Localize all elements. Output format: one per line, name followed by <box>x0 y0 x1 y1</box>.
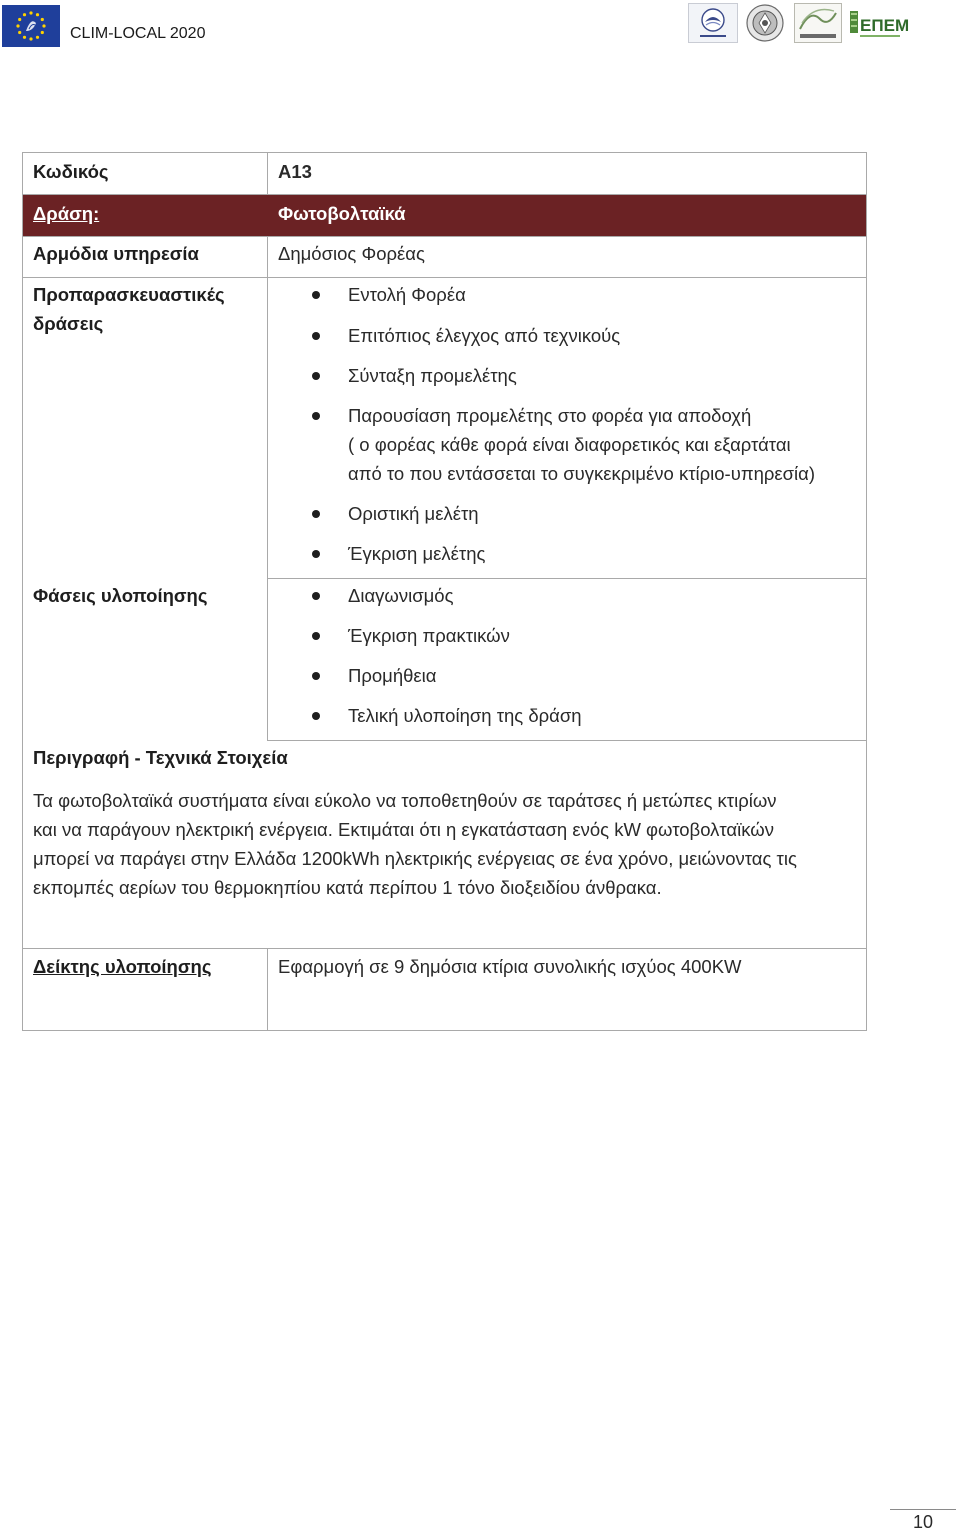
agency-label: Αρμόδια υπηρεσία <box>33 243 199 264</box>
list-item: Οριστική μελέτη <box>348 503 479 524</box>
project-name: CLIM-LOCAL 2020 <box>70 25 206 42</box>
list-item: Διαγωνισμός <box>348 585 454 606</box>
page-header <box>0 0 960 56</box>
action-table <box>22 152 867 1031</box>
bullet-icon <box>312 712 320 720</box>
list-item: Τελική υλοποίηση της δράση <box>348 705 582 726</box>
column-divider <box>267 948 268 1030</box>
description-line: και να παράγουν ηλεκτρική ενέργεια. Εκτιμάται ότι η εγκατάσταση ενός kW φωτοβολταϊκών <box>33 819 774 840</box>
bullet-icon <box>312 672 320 680</box>
bullet-icon <box>312 412 320 420</box>
preparatory-label <box>33 280 225 338</box>
bullet-icon <box>312 291 320 299</box>
description-line: μπορεί να παράγει στην Ελλάδα 1200kWh ηλεκτρικής ενέργειας σε ένα χρόνο, μειώνοντας τις <box>33 848 797 869</box>
demekan-logo <box>794 3 842 43</box>
page-number: 10 <box>912 1512 934 1532</box>
municipality-logo <box>688 3 738 43</box>
page-number-rule <box>890 1509 956 1510</box>
code-value: Α13 <box>278 161 312 182</box>
agency-value: Δημόσιος Φορέας <box>278 243 425 264</box>
indicators-label: Δείκτης υλοποίησης <box>33 956 212 977</box>
row-divider <box>23 948 866 949</box>
description-line: εκπομπές αερίων του θερμοκηπίου κατά περίπου 1 τόνο διοξειδίου άνθρακα. <box>33 877 662 898</box>
bullet-icon <box>312 332 320 340</box>
row-divider <box>267 740 866 741</box>
partner-logos <box>688 3 910 45</box>
list-item: Σύνταξη προμελέτης <box>348 365 517 386</box>
code-label: Κωδικός <box>33 161 109 182</box>
list-item-line: ( ο φορέας κάθε φορά είναι διαφορετικός και εξαρτάται <box>348 434 791 455</box>
epem-logo <box>848 3 910 43</box>
description-line: Τα φωτοβολταϊκά συστήματα είναι εύκολο να τοποθετηθούν σε ταράτσες ή μετώπες κτιρίων <box>33 790 777 811</box>
list-item-line: από το που εντάσσεται το συγκεκριμένο κτίριο-υπηρεσία) <box>348 463 816 484</box>
list-item: Επιτόπιος έλεγχος από τεχνικούς <box>348 325 621 346</box>
bullet-icon <box>312 550 320 558</box>
list-item: Εντολή Φορέα <box>348 284 466 305</box>
action-label: Δράση: <box>33 203 100 224</box>
eu-life-flag-logo <box>2 5 60 47</box>
list-item: Προμήθεια <box>348 665 437 686</box>
row-divider <box>267 578 866 579</box>
description-text <box>33 786 859 902</box>
column-divider <box>267 153 268 740</box>
row-divider <box>23 236 866 237</box>
list-item: Έγκριση πρακτικών <box>348 625 510 646</box>
list-item <box>348 401 815 488</box>
bullet-icon <box>312 592 320 600</box>
row-divider <box>23 277 866 278</box>
degaem-logo <box>744 3 786 43</box>
list-item: Έγκριση μελέτης <box>348 543 486 564</box>
indicators-value: Εφαρμογή σε 9 δημόσια κτίρια συνολικής ισχύος 400KW <box>278 956 742 977</box>
description-label: Περιγραφή - Τεχνικά Στοιχεία <box>33 747 288 768</box>
bullet-icon <box>312 372 320 380</box>
action-value: Φωτοβολταϊκά <box>278 203 406 224</box>
bullet-icon <box>312 632 320 640</box>
bullet-icon <box>312 510 320 518</box>
action-row <box>23 195 866 236</box>
epem-logo-text: ΕΠΕΜ <box>860 16 910 35</box>
preparatory-label-line2: δράσεις <box>33 313 104 334</box>
list-item-line: Παρουσίαση προμελέτης στο φορέα για αποδοχή <box>348 405 752 426</box>
phases-label: Φάσεις υλοποίησης <box>33 585 208 606</box>
preparatory-label-line1: Προπαρασκευαστικές <box>33 284 225 305</box>
